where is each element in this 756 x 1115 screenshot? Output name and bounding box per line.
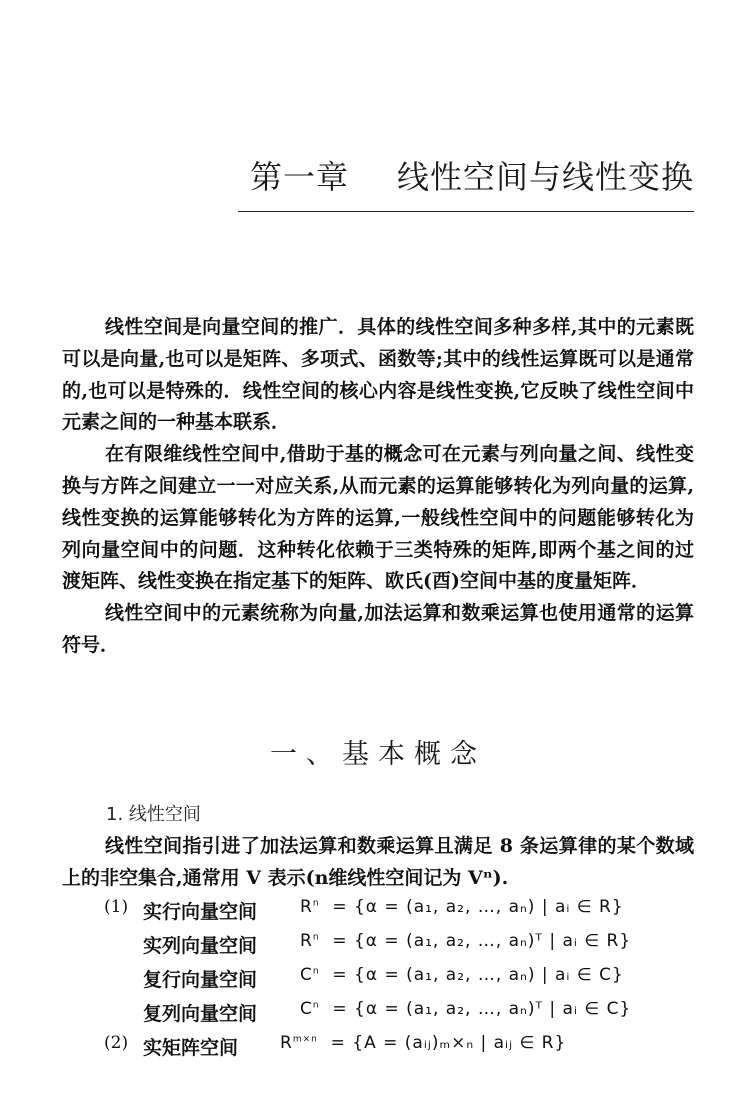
- chapter-label: 第一章: [250, 158, 350, 196]
- set-definition: = {α = (a₁, a₂, …, aₙ)ᵀ | aᵢ ∈ R}: [332, 931, 632, 951]
- title-underline: [238, 211, 694, 212]
- field-exponent: n: [312, 966, 320, 977]
- space-name: 复行向量空间: [143, 969, 258, 991]
- space-formula: [280, 1033, 566, 1053]
- set-definition: = {α = (a₁, a₂, …, aₙ) | aᵢ ∈ C}: [332, 965, 624, 985]
- item-number: (2): [104, 1033, 129, 1053]
- subsection-title: 1. 线性空间: [106, 804, 201, 825]
- space-name: 实列向量空间: [143, 935, 258, 957]
- field-exponent: n: [312, 898, 320, 909]
- section-title: 一、基本概念: [270, 739, 486, 770]
- space-formula: [300, 897, 624, 917]
- definition-text: [62, 830, 694, 894]
- field-symbol: R: [300, 897, 313, 917]
- space-formula: [300, 965, 624, 985]
- field-symbol: R: [300, 931, 313, 951]
- chapter-title: [250, 152, 710, 198]
- field-exponent: n: [312, 932, 320, 943]
- field-symbol: R: [280, 1033, 293, 1053]
- item-number: (1): [104, 897, 129, 917]
- space-name: 实行向量空间: [143, 901, 258, 923]
- intro-text: [62, 312, 694, 662]
- set-definition: = {α = (a₁, a₂, …, aₙ)ᵀ | aᵢ ∈ C}: [332, 999, 632, 1019]
- field-exponent: n: [312, 1000, 320, 1011]
- chapter-name: 线性空间与线性变换: [397, 158, 695, 196]
- intro-paragraph-1: 线性空间是向量空间的推广．具体的线性空间多种多样,其中的元素既可以是向量,也可以是矩阵、多项式、函数等;其中的线性运算既可以是通常的,也可以是特殊的．线性空间的核心内容是线性变换,它反映了线性空间中元素之间的一种基本联系．: [62, 316, 694, 434]
- set-definition: = {A = (aᵢⱼ)ₘ×ₙ | aᵢⱼ ∈ R}: [330, 1033, 567, 1053]
- space-formula: [300, 999, 631, 1019]
- field-symbol: C: [300, 999, 313, 1019]
- field-symbol: C: [300, 965, 313, 985]
- space-formula: [300, 931, 631, 951]
- space-name: 复列向量空间: [143, 1003, 258, 1025]
- field-exponent: m×n: [292, 1034, 318, 1045]
- set-definition: = {α = (a₁, a₂, …, aₙ) | aᵢ ∈ R}: [332, 897, 624, 917]
- definition-paragraph: 线性空间指引进了加法运算和数乘运算且满足 8 条运算律的某个数域上的非空集合,通常用 V 表示(n维线性空间记为 Vⁿ).: [62, 835, 694, 889]
- intro-paragraph-2: 在有限维线性空间中,借助于基的概念可在元素与列向量之间、线性变换与方阵之间建立一一对应关系,从而元素的运算能够转化为列向量的运算,线性变换的运算能够转化为方阵的运算,一般线性空间中的问题能够转化为列向量空间中的问题．这种转化依赖于三类特殊的矩阵,即两个基之间的过渡矩阵、线性变换在指定基下的矩阵、欧氏(酉)空间中基的度量矩阵．: [62, 443, 694, 593]
- intro-paragraph-3: 线性空间中的元素统称为向量,加法运算和数乘运算也使用通常的运算符号．: [62, 602, 694, 656]
- space-name: 实矩阵空间: [143, 1037, 239, 1059]
